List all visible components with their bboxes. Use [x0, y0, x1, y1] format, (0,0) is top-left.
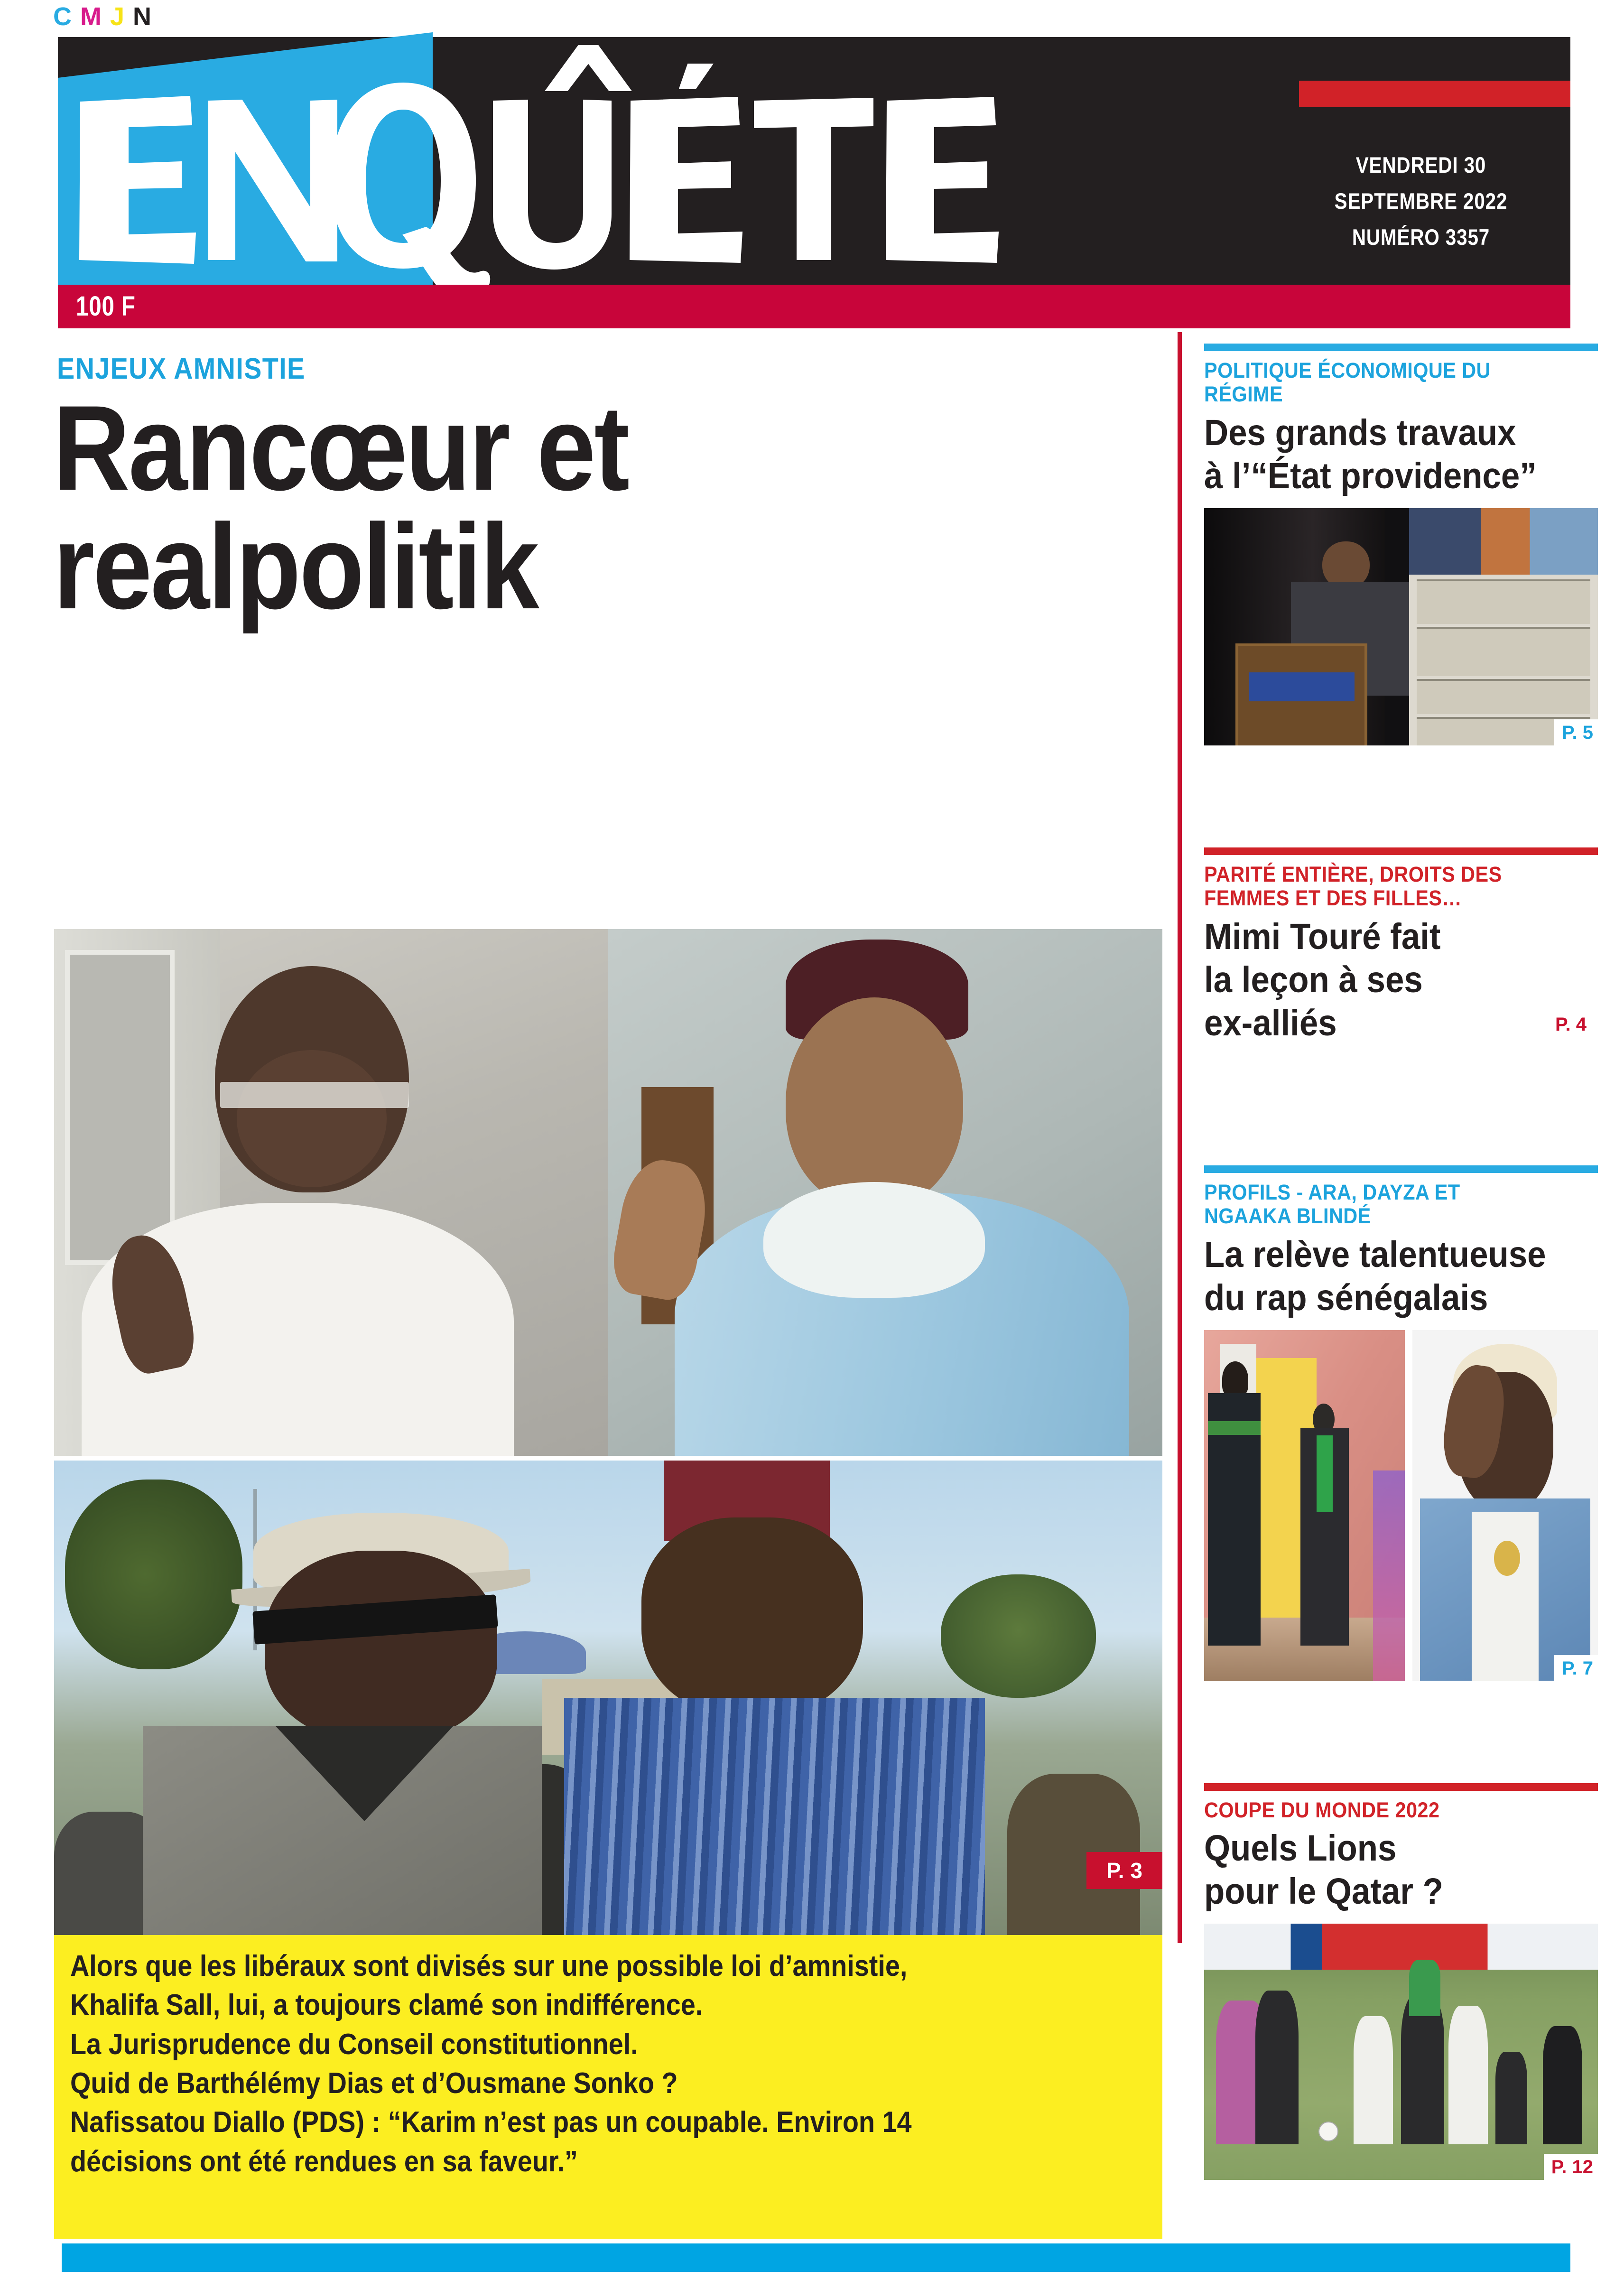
sidebar-title	[1204, 915, 1598, 1045]
lead-page-tag[interactable]: P. 3	[1086, 1852, 1162, 1889]
sidebar-page-tag[interactable]: P. 5	[1554, 719, 1598, 745]
summary-line: Quid de Barthélémy Dias et d’Ousmane Sonko ?	[70, 2067, 678, 2100]
sidebar-title-line1: Quels Lions	[1204, 1828, 1397, 1869]
lead-headline-line1: Rancœur et	[53, 381, 628, 516]
cmjn-letter-n: N	[133, 2, 160, 31]
sidebar-eyebrow-line2: NGAAKA BLINDÉ	[1204, 1204, 1371, 1228]
column-divider	[1178, 332, 1182, 1943]
section-rule-cyan	[1204, 1165, 1598, 1173]
price-bar	[58, 285, 1570, 328]
sidebar-page-tag[interactable]: P. 4	[1555, 1014, 1587, 1035]
summary-line: La Jurisprudence du Conseil constitutionnel.	[70, 2028, 638, 2061]
summary-line: Nafissatou Diallo (PDS) : “Karim n’est pas un coupable. Environ 14	[70, 2106, 912, 2139]
sidebar-photo-rappeurs	[1204, 1330, 1598, 1681]
photo-karim-wade	[608, 929, 1162, 1456]
lead-kicker-text: ENJEUX AMNISTIE	[57, 353, 306, 385]
issue-info	[1271, 147, 1570, 255]
sidebar-title-line1: Des grands travaux	[1204, 412, 1516, 453]
lead-photo-duo	[54, 929, 1162, 1456]
sidebar-title-line2: du rap sénégalais	[1204, 1277, 1488, 1318]
price-label: 100 F	[76, 291, 136, 322]
sidebar-eyebrow-line2: FEMMES ET DES FILLES…	[1204, 886, 1462, 911]
issue-date-month: SEPTEMBRE 2022	[1334, 188, 1508, 214]
footer-band	[62, 2243, 1570, 2272]
summary-line: Khalifa Sall, lui, a toujours clamé son indifférence.	[70, 1989, 703, 2022]
summary-line: décisions ont été rendues en sa faveur.”	[70, 2145, 578, 2178]
cmjn-colour-mark	[53, 4, 160, 29]
lead-headline[interactable]	[53, 381, 1173, 634]
sidebar-title	[1204, 1233, 1598, 1320]
sidebar-page-tag[interactable]: P. 12	[1544, 2154, 1598, 2180]
lead-headline-line2: realpolitik	[53, 499, 538, 634]
enquete-logo[interactable]	[71, 45, 1286, 292]
sidebar-title-line2: à l’“État providence”	[1204, 455, 1537, 496]
sidebar-title-line2: la leçon à ses	[1204, 959, 1423, 1000]
photo-ngaaka-blinde	[1412, 1330, 1598, 1681]
section-rule-cyan	[1204, 344, 1598, 351]
sidebar-title	[1204, 411, 1598, 498]
summary-line: Alors que les libéraux sont divisés sur une possible loi d’amnistie,	[70, 1950, 908, 1982]
sidebar-title-line1: Mimi Touré fait	[1204, 916, 1441, 957]
cmjn-letter-m: M	[80, 2, 110, 31]
sidebar-eyebrow	[1204, 863, 1598, 911]
sidebar-title	[1204, 1827, 1598, 1913]
section-rule-red	[1204, 1783, 1598, 1791]
sidebar-item-coupe-du-monde[interactable]	[1204, 1783, 1598, 2180]
cmjn-letter-j: J	[110, 2, 133, 31]
sidebar-eyebrow	[1204, 1181, 1598, 1228]
photo-ara-dayza	[1204, 1330, 1405, 1681]
sidebar-item-rap-senegalais[interactable]	[1204, 1165, 1598, 1681]
sidebar-eyebrow: COUPE DU MONDE 2022	[1204, 1798, 1440, 1822]
sidebar-eyebrow: POLITIQUE ÉCONOMIQUE DU RÉGIME	[1204, 358, 1491, 407]
sidebar-title-line3: ex-alliés	[1204, 1002, 1337, 1043]
photo-khalifa-sall	[54, 929, 608, 1456]
issue-date-day: VENDREDI 30	[1355, 152, 1486, 177]
issue-number: NUMÉRO 3357	[1352, 224, 1490, 250]
sidebar-photo-entrainement	[1204, 1924, 1598, 2180]
photo-dias-sonko-crowd	[54, 1461, 1162, 1935]
sidebar-photo-conference	[1204, 508, 1598, 745]
sidebar-item-mimi-toure[interactable]	[1204, 847, 1598, 1044]
lead-summary-box	[54, 1935, 1162, 2239]
section-rule-red	[1204, 847, 1598, 855]
sidebar-eyebrow-line1: PROFILS - ARA, DAYZA ET	[1204, 1180, 1460, 1204]
sidebar-title-line2: pour le Qatar ?	[1204, 1871, 1443, 1912]
cmjn-letter-c: C	[53, 2, 80, 31]
sidebar-item-politique-economique[interactable]	[1204, 344, 1598, 745]
sidebar-page-tag[interactable]: P. 7	[1554, 1655, 1598, 1681]
sidebar-title-line1: La relève talentueuse	[1204, 1234, 1546, 1275]
sidebar-eyebrow-line1: PARITÉ ENTIÈRE, DROITS DES	[1204, 862, 1502, 886]
masthead-red-tab	[1299, 81, 1570, 107]
